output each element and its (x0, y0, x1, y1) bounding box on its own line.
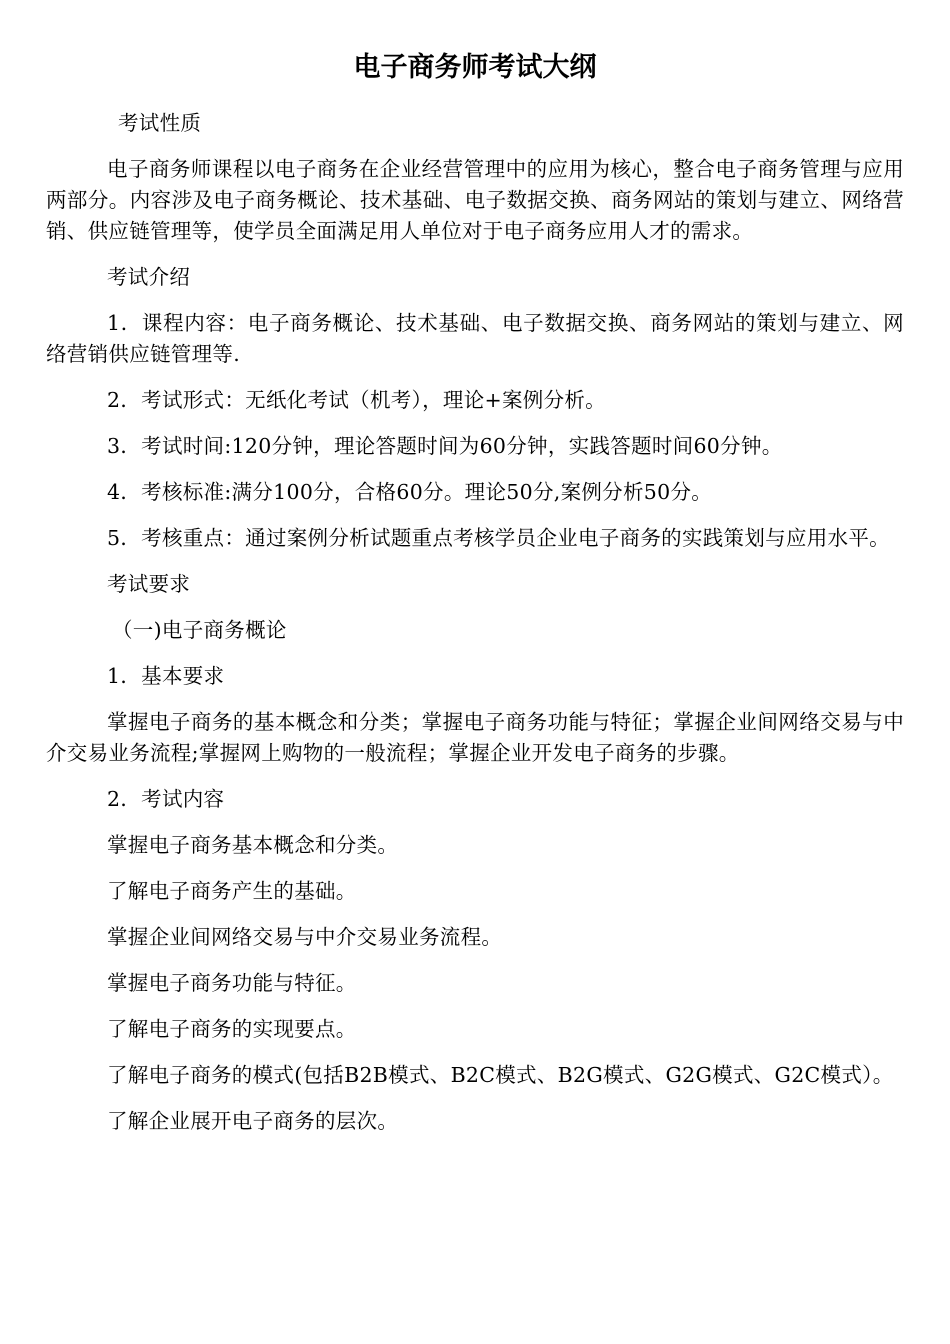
section-heading-exam-requirements: 考试要求 (107, 572, 191, 596)
list-item-exam-time: 3．考试时间:120分钟，理论答题时间为60分钟，实践答题时间60分钟。 (107, 434, 783, 458)
section-heading-exam-nature: 考试性质 (118, 111, 202, 135)
section-heading-exam-intro: 考试介绍 (107, 265, 191, 289)
document-page (46, 48, 904, 1152)
list-item-course-content: 1．课程内容：电子商务概论、技术基础、电子数据交换、商务网站的策划与建立、网络营销供应链管理等. (46, 311, 904, 366)
list-item-content-2: 了解电子商务产生的基础。 (107, 879, 357, 903)
list-item-content-3: 掌握企业间网络交易与中介交易业务流程。 (107, 925, 503, 949)
list-item-content-4: 掌握电子商务功能与特征。 (107, 971, 357, 995)
list-item-assessment-focus: 5．考核重点：通过案例分析试题重点考核学员企业电子商务的实践策划与应用水平。 (107, 526, 890, 550)
list-item-content-1: 掌握电子商务基本概念和分类。 (107, 833, 399, 857)
list-item-content-5: 了解电子商务的实现要点。 (107, 1017, 357, 1041)
paragraph-exam-nature: 电子商务师课程以电子商务在企业经营管理中的应用为核心，整合电子商务管理与应用两部分。内容涉及电子商务概论、技术基础、电子数据交换、商务网站的策划与建立、网络营销、供应链管理等，使学员全面满足用人单位对于电子商务应用人才的需求。 (46, 157, 904, 243)
list-item-content-6: 了解电子商务的模式(包括B2B模式、B2C模式、B2G模式、G2G模式、G2C模式）。 (107, 1063, 894, 1087)
document-title: 电子商务师考试大纲 (353, 52, 597, 83)
list-item-exam-format: 2．考试形式：无纸化考试（机考），理论+案例分析。 (107, 388, 606, 412)
subheading-exam-content: 2．考试内容 (107, 787, 225, 811)
subheading-basic-requirements: 1．基本要求 (107, 664, 225, 688)
list-item-assessment-standard: 4．考核标准:满分100分，合格60分。理论50分,案例分析50分。 (107, 480, 713, 504)
list-item-content-7: 了解企业展开电子商务的层次。 (107, 1109, 399, 1133)
subsection-heading-ecommerce-intro: （一)电子商务概论 (112, 618, 287, 642)
paragraph-basic-requirements: 掌握电子商务的基本概念和分类；掌握电子商务功能与特征；掌握企业间网络交易与中介交易业务流程;掌握网上购物的一般流程；掌握企业开发电子商务的步骤。 (46, 710, 904, 765)
